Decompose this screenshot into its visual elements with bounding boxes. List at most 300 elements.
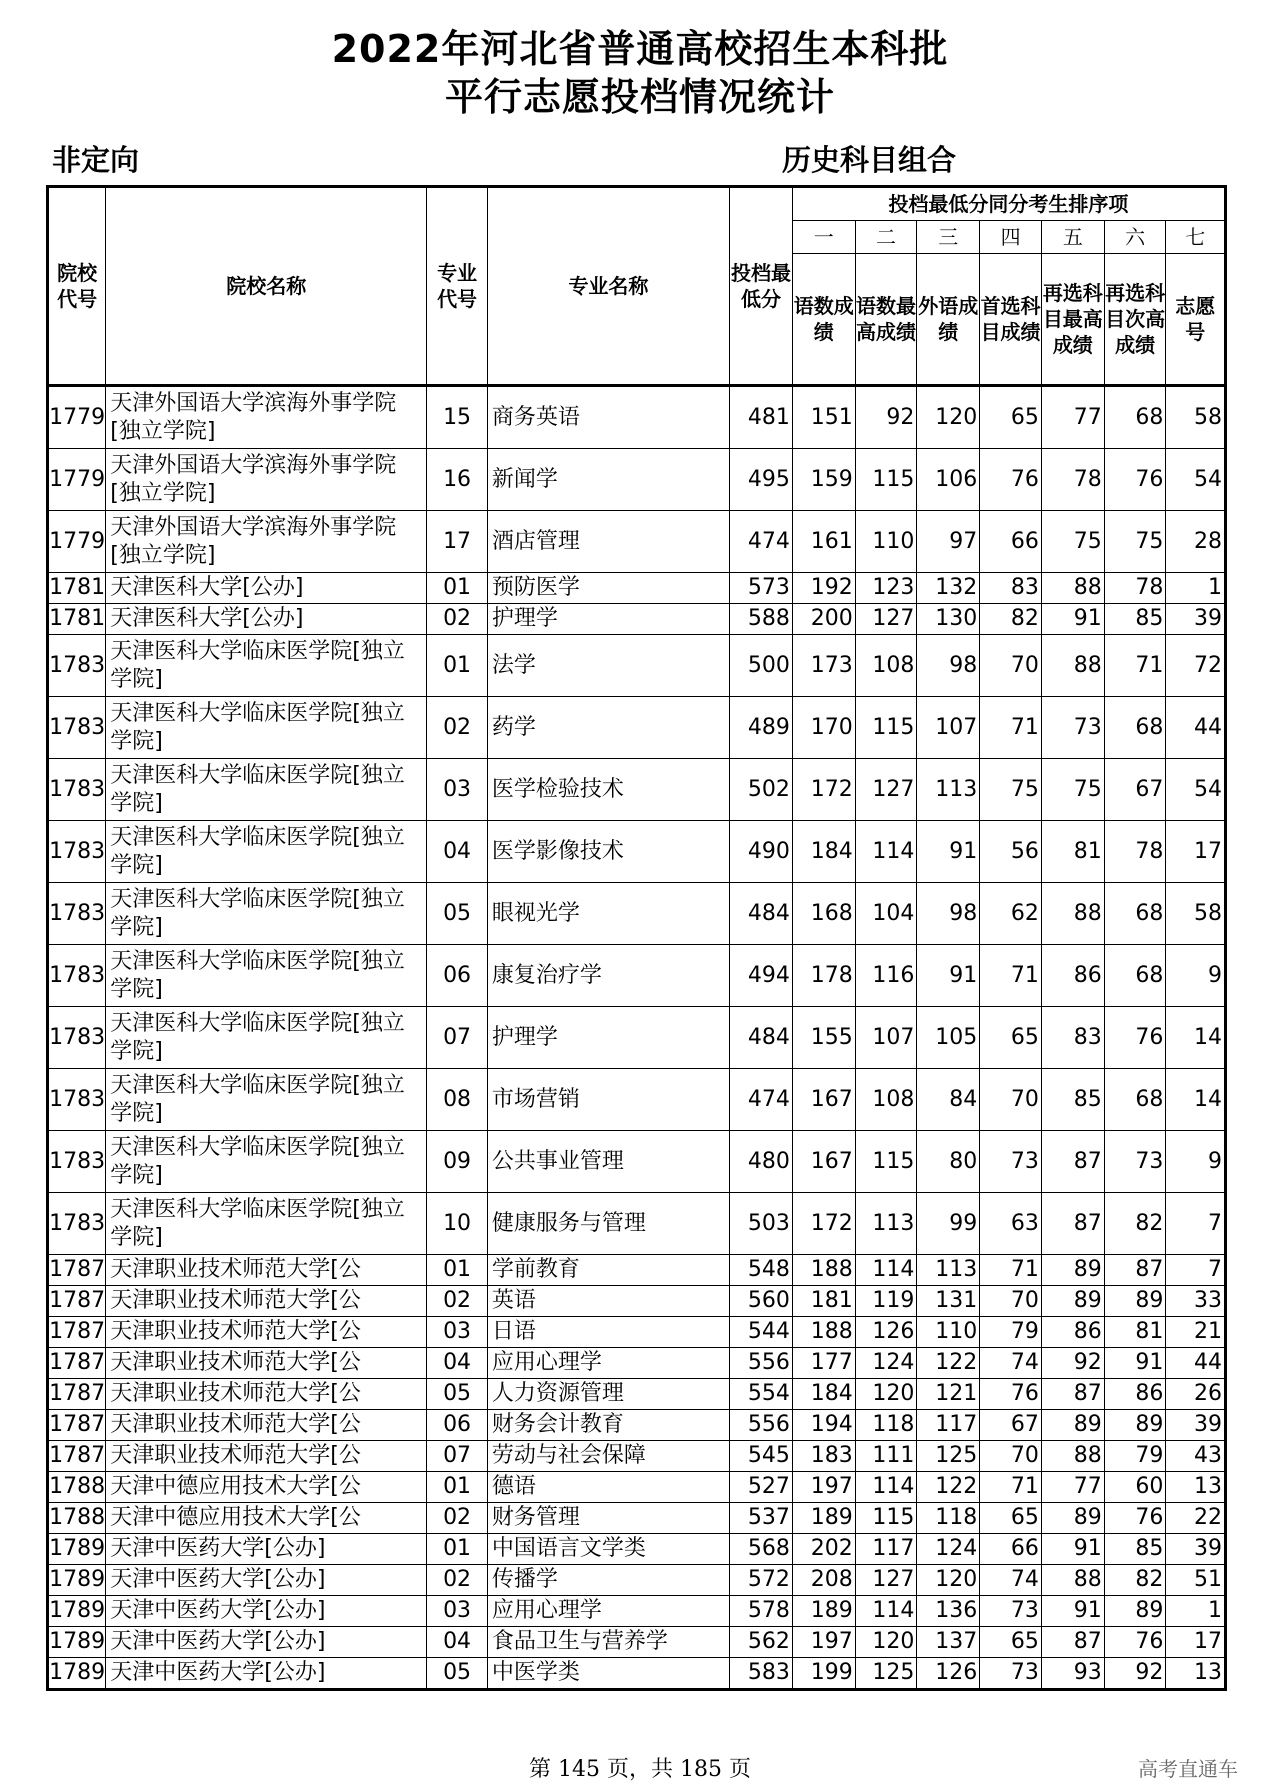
tiebreak-value-cell-7: 1: [1166, 1596, 1226, 1627]
major-name-cell: 商务英语: [487, 386, 729, 449]
tiebreak-value-cell-5: 89: [1041, 1410, 1104, 1441]
tiebreak-value-cell-1: 170: [792, 697, 855, 759]
tiebreak-value-cell-1: 173: [792, 635, 855, 697]
header-item-5: 再选科目最高成绩: [1041, 254, 1104, 386]
tiebreak-value-cell-3: 137: [917, 1627, 980, 1658]
tiebreak-value-cell-3: 126: [917, 1658, 980, 1690]
header-order-2: 二: [855, 221, 917, 254]
tiebreak-value-cell-6: 73: [1104, 1131, 1166, 1193]
tiebreak-value-cell-1: 155: [792, 1007, 855, 1069]
tiebreak-value-cell-1: 199: [792, 1658, 855, 1690]
tiebreak-value-cell-1: 208: [792, 1565, 855, 1596]
tiebreak-value-cell-3: 130: [917, 604, 980, 635]
tiebreak-value-cell-1: 189: [792, 1503, 855, 1534]
tiebreak-value-cell-7: 54: [1166, 759, 1226, 821]
table-row: [48, 449, 1226, 511]
min-score-cell: 500: [730, 635, 793, 697]
min-score-cell: 494: [730, 945, 793, 1007]
header-min-score: 投档最低分: [730, 187, 793, 386]
school-name-cell: 天津外国语大学滨海外事学院[独立学院]: [106, 386, 427, 449]
tiebreak-value-cell-5: 77: [1041, 1472, 1104, 1503]
tiebreak-value-cell-3: 113: [917, 759, 980, 821]
school-name-cell: 天津医科大学临床医学院[独立学院]: [106, 635, 427, 697]
tiebreak-value-cell-5: 89: [1041, 1286, 1104, 1317]
major-name-cell: 应用心理学: [487, 1596, 729, 1627]
major-name-cell: 财务管理: [487, 1503, 729, 1534]
header-item-1: 语数成绩: [792, 254, 855, 386]
tiebreak-value-cell-6: 60: [1104, 1472, 1166, 1503]
tiebreak-value-cell-5: 91: [1041, 1596, 1104, 1627]
school-name-cell: 天津医科大学临床医学院[独立学院]: [106, 883, 427, 945]
tiebreak-value-cell-3: 136: [917, 1596, 980, 1627]
major-name-cell: 应用心理学: [487, 1348, 729, 1379]
header-item-3: 外语成绩: [917, 254, 980, 386]
major-code-cell: 04: [427, 1627, 488, 1658]
tiebreak-value-cell-3: 117: [917, 1410, 980, 1441]
table-row: [48, 1317, 1226, 1348]
tiebreak-value-cell-2: 124: [855, 1348, 917, 1379]
school-name-cell: 天津中医药大学[公办]: [106, 1534, 427, 1565]
school-code-cell: 1783: [48, 1007, 106, 1069]
tiebreak-value-cell-5: 91: [1041, 1534, 1104, 1565]
major-code-cell: 15: [427, 386, 488, 449]
tiebreak-value-cell-5: 81: [1041, 821, 1104, 883]
tiebreak-value-cell-6: 82: [1104, 1565, 1166, 1596]
table-row: [48, 573, 1226, 604]
min-score-cell: 583: [730, 1658, 793, 1690]
tiebreak-value-cell-5: 93: [1041, 1658, 1104, 1690]
major-name-cell: 健康服务与管理: [487, 1193, 729, 1255]
min-score-cell: 572: [730, 1565, 793, 1596]
tiebreak-value-cell-6: 89: [1104, 1596, 1166, 1627]
tiebreak-value-cell-2: 107: [855, 1007, 917, 1069]
tiebreak-value-cell-4: 70: [980, 1069, 1042, 1131]
min-score-cell: 556: [730, 1348, 793, 1379]
tiebreak-value-cell-3: 97: [917, 511, 980, 573]
school-code-cell: 1781: [48, 573, 106, 604]
tiebreak-value-cell-2: 126: [855, 1317, 917, 1348]
major-name-cell: 英语: [487, 1286, 729, 1317]
school-code-cell: 1787: [48, 1379, 106, 1410]
major-code-cell: 02: [427, 1565, 488, 1596]
min-score-cell: 560: [730, 1286, 793, 1317]
tiebreak-value-cell-6: 71: [1104, 635, 1166, 697]
tiebreak-value-cell-4: 73: [980, 1131, 1042, 1193]
tiebreak-value-cell-5: 73: [1041, 697, 1104, 759]
tiebreak-value-cell-5: 77: [1041, 386, 1104, 449]
header-order-4: 四: [980, 221, 1042, 254]
table-row: [48, 1441, 1226, 1472]
school-code-cell: 1789: [48, 1627, 106, 1658]
header-school-name: 院校名称: [106, 187, 427, 386]
table-row: [48, 1286, 1226, 1317]
table-row: [48, 1131, 1226, 1193]
school-name-cell: 天津职业技术师范大学[公: [106, 1379, 427, 1410]
major-code-cell: 03: [427, 1317, 488, 1348]
tiebreak-value-cell-4: 76: [980, 1379, 1042, 1410]
school-name-cell: 天津职业技术师范大学[公: [106, 1317, 427, 1348]
tiebreak-value-cell-5: 87: [1041, 1627, 1104, 1658]
tiebreak-value-cell-3: 84: [917, 1069, 980, 1131]
school-name-cell: 天津中德应用技术大学[公: [106, 1472, 427, 1503]
major-name-cell: 酒店管理: [487, 511, 729, 573]
tiebreak-value-cell-1: 172: [792, 1193, 855, 1255]
tiebreak-value-cell-1: 167: [792, 1069, 855, 1131]
page-footer: 第 145 页，共 185 页: [529, 1757, 751, 1782]
major-name-cell: 护理学: [487, 1007, 729, 1069]
major-name-cell: 公共事业管理: [487, 1131, 729, 1193]
major-name-cell: 眼视光学: [487, 883, 729, 945]
tiebreak-value-cell-5: 87: [1041, 1193, 1104, 1255]
major-name-cell: 新闻学: [487, 449, 729, 511]
school-name-cell: 天津职业技术师范大学[公: [106, 1441, 427, 1472]
tiebreak-value-cell-3: 98: [917, 883, 980, 945]
school-code-cell: 1783: [48, 635, 106, 697]
min-score-cell: 537: [730, 1503, 793, 1534]
tiebreak-value-cell-4: 83: [980, 573, 1042, 604]
tiebreak-value-cell-5: 83: [1041, 1007, 1104, 1069]
tiebreak-value-cell-5: 75: [1041, 511, 1104, 573]
tiebreak-value-cell-4: 70: [980, 1286, 1042, 1317]
tiebreak-value-cell-1: 168: [792, 883, 855, 945]
school-code-cell: 1787: [48, 1317, 106, 1348]
tiebreak-value-cell-2: 110: [855, 511, 917, 573]
min-score-cell: 556: [730, 1410, 793, 1441]
min-score-cell: 527: [730, 1472, 793, 1503]
tiebreak-value-cell-6: 85: [1104, 604, 1166, 635]
school-name-cell: 天津中医药大学[公办]: [106, 1596, 427, 1627]
tiebreak-value-cell-2: 127: [855, 604, 917, 635]
tiebreak-value-cell-6: 86: [1104, 1379, 1166, 1410]
min-score-cell: 562: [730, 1627, 793, 1658]
tiebreak-value-cell-6: 89: [1104, 1286, 1166, 1317]
tiebreak-value-cell-5: 88: [1041, 573, 1104, 604]
tiebreak-value-cell-1: 172: [792, 759, 855, 821]
tiebreak-value-cell-1: 167: [792, 1131, 855, 1193]
school-name-cell: 天津职业技术师范大学[公: [106, 1410, 427, 1441]
tiebreak-value-cell-2: 115: [855, 697, 917, 759]
school-code-cell: 1789: [48, 1565, 106, 1596]
header-order-1: 一: [792, 221, 855, 254]
tiebreak-value-cell-7: 39: [1166, 1534, 1226, 1565]
tiebreak-value-cell-3: 122: [917, 1472, 980, 1503]
tiebreak-value-cell-6: 67: [1104, 759, 1166, 821]
major-code-cell: 06: [427, 945, 488, 1007]
table-row: [48, 386, 1226, 449]
table-row: [48, 1596, 1226, 1627]
tiebreak-value-cell-7: 9: [1166, 1131, 1226, 1193]
school-code-cell: 1789: [48, 1596, 106, 1627]
min-score-cell: 484: [730, 883, 793, 945]
school-name-cell: 天津医科大学临床医学院[独立学院]: [106, 1069, 427, 1131]
tiebreak-value-cell-4: 66: [980, 511, 1042, 573]
min-score-cell: 578: [730, 1596, 793, 1627]
header-item-2: 语数最高成绩: [855, 254, 917, 386]
tiebreak-value-cell-4: 73: [980, 1658, 1042, 1690]
tiebreak-value-cell-1: 192: [792, 573, 855, 604]
min-score-cell: 489: [730, 697, 793, 759]
tiebreak-value-cell-6: 87: [1104, 1255, 1166, 1286]
major-code-cell: 02: [427, 1503, 488, 1534]
table-row: [48, 821, 1226, 883]
major-code-cell: 02: [427, 604, 488, 635]
tiebreak-value-cell-1: 189: [792, 1596, 855, 1627]
tiebreak-value-cell-2: 104: [855, 883, 917, 945]
tiebreak-value-cell-4: 74: [980, 1565, 1042, 1596]
major-code-cell: 07: [427, 1007, 488, 1069]
school-name-cell: 天津外国语大学滨海外事学院[独立学院]: [106, 449, 427, 511]
major-name-cell: 医学检验技术: [487, 759, 729, 821]
tiebreak-value-cell-2: 114: [855, 1596, 917, 1627]
tiebreak-value-cell-2: 113: [855, 1193, 917, 1255]
tiebreak-value-cell-2: 119: [855, 1286, 917, 1317]
tiebreak-value-cell-2: 125: [855, 1658, 917, 1690]
tiebreak-value-cell-7: 14: [1166, 1069, 1226, 1131]
tiebreak-value-cell-4: 65: [980, 1627, 1042, 1658]
tiebreak-value-cell-6: 68: [1104, 386, 1166, 449]
major-code-cell: 02: [427, 697, 488, 759]
school-name-cell: 天津医科大学临床医学院[独立学院]: [106, 1131, 427, 1193]
school-code-cell: 1787: [48, 1410, 106, 1441]
tiebreak-value-cell-4: 74: [980, 1348, 1042, 1379]
tiebreak-value-cell-7: 43: [1166, 1441, 1226, 1472]
major-name-cell: 市场营销: [487, 1069, 729, 1131]
tiebreak-value-cell-2: 127: [855, 1565, 917, 1596]
min-score-cell: 495: [730, 449, 793, 511]
tiebreak-value-cell-1: 184: [792, 821, 855, 883]
tiebreak-value-cell-1: 188: [792, 1255, 855, 1286]
tiebreak-value-cell-7: 72: [1166, 635, 1226, 697]
table-row: [48, 1503, 1226, 1534]
tiebreak-value-cell-1: 202: [792, 1534, 855, 1565]
tiebreak-value-cell-3: 91: [917, 821, 980, 883]
tiebreak-value-cell-7: 44: [1166, 1348, 1226, 1379]
tiebreak-value-cell-4: 71: [980, 1255, 1042, 1286]
table-row: [48, 1348, 1226, 1379]
tiebreak-value-cell-7: 22: [1166, 1503, 1226, 1534]
min-score-cell: 474: [730, 511, 793, 573]
tiebreak-value-cell-4: 79: [980, 1317, 1042, 1348]
school-code-cell: 1787: [48, 1348, 106, 1379]
major-code-cell: 03: [427, 759, 488, 821]
tiebreak-value-cell-3: 91: [917, 945, 980, 1007]
tiebreak-value-cell-5: 89: [1041, 1255, 1104, 1286]
tiebreak-value-cell-2: 108: [855, 635, 917, 697]
min-score-cell: 554: [730, 1379, 793, 1410]
min-score-cell: 480: [730, 1131, 793, 1193]
tiebreak-value-cell-6: 76: [1104, 449, 1166, 511]
major-name-cell: 预防医学: [487, 573, 729, 604]
school-name-cell: 天津医科大学临床医学院[独立学院]: [106, 1007, 427, 1069]
tiebreak-value-cell-4: 71: [980, 1472, 1042, 1503]
tiebreak-value-cell-7: 7: [1166, 1193, 1226, 1255]
major-name-cell: 人力资源管理: [487, 1379, 729, 1410]
tiebreak-value-cell-7: 13: [1166, 1658, 1226, 1690]
min-score-cell: 502: [730, 759, 793, 821]
major-name-cell: 食品卫生与营养学: [487, 1627, 729, 1658]
major-name-cell: 护理学: [487, 604, 729, 635]
table-row: [48, 697, 1226, 759]
table-row: [48, 883, 1226, 945]
major-code-cell: 02: [427, 1286, 488, 1317]
major-name-cell: 康复治疗学: [487, 945, 729, 1007]
tiebreak-value-cell-5: 87: [1041, 1131, 1104, 1193]
tiebreak-value-cell-7: 1: [1166, 573, 1226, 604]
school-code-cell: 1783: [48, 1069, 106, 1131]
tiebreak-value-cell-3: 105: [917, 1007, 980, 1069]
school-name-cell: 天津医科大学临床医学院[独立学院]: [106, 821, 427, 883]
header-order-3: 三: [917, 221, 980, 254]
tiebreak-value-cell-4: 71: [980, 945, 1042, 1007]
min-score-cell: 568: [730, 1534, 793, 1565]
school-name-cell: 天津医科大学临床医学院[独立学院]: [106, 945, 427, 1007]
header-item-6: 再选科目次高成绩: [1104, 254, 1166, 386]
major-code-cell: 04: [427, 821, 488, 883]
min-score-cell: 503: [730, 1193, 793, 1255]
major-code-cell: 04: [427, 1348, 488, 1379]
tiebreak-value-cell-5: 88: [1041, 883, 1104, 945]
major-code-cell: 05: [427, 883, 488, 945]
tiebreak-value-cell-2: 118: [855, 1410, 917, 1441]
school-name-cell: 天津职业技术师范大学[公: [106, 1286, 427, 1317]
major-code-cell: 01: [427, 1534, 488, 1565]
tiebreak-value-cell-4: 71: [980, 697, 1042, 759]
major-code-cell: 08: [427, 1069, 488, 1131]
tiebreak-value-cell-5: 86: [1041, 1317, 1104, 1348]
tiebreak-value-cell-3: 113: [917, 1255, 980, 1286]
tiebreak-value-cell-3: 80: [917, 1131, 980, 1193]
tiebreak-value-cell-5: 89: [1041, 1503, 1104, 1534]
school-code-cell: 1783: [48, 1131, 106, 1193]
major-name-cell: 劳动与社会保障: [487, 1441, 729, 1472]
tiebreak-value-cell-1: 197: [792, 1472, 855, 1503]
major-name-cell: 传播学: [487, 1565, 729, 1596]
table-row: [48, 1069, 1226, 1131]
tiebreak-value-cell-6: 68: [1104, 883, 1166, 945]
tiebreak-value-cell-7: 17: [1166, 1627, 1226, 1658]
tiebreak-value-cell-7: 14: [1166, 1007, 1226, 1069]
tiebreak-value-cell-2: 115: [855, 449, 917, 511]
header-major-name: 专业名称: [487, 187, 729, 386]
tiebreak-value-cell-2: 114: [855, 821, 917, 883]
tiebreak-value-cell-7: 33: [1166, 1286, 1226, 1317]
school-code-cell: 1779: [48, 386, 106, 449]
tiebreak-value-cell-2: 92: [855, 386, 917, 449]
tiebreak-value-cell-1: 161: [792, 511, 855, 573]
school-code-cell: 1779: [48, 449, 106, 511]
school-name-cell: 天津中德应用技术大学[公: [106, 1503, 427, 1534]
tiebreak-value-cell-1: 188: [792, 1317, 855, 1348]
major-name-cell: 法学: [487, 635, 729, 697]
table-row: [48, 1534, 1226, 1565]
table-row: [48, 1410, 1226, 1441]
header-item-4: 首选科目成绩: [980, 254, 1042, 386]
school-code-cell: 1788: [48, 1503, 106, 1534]
tiebreak-value-cell-2: 116: [855, 945, 917, 1007]
header-tiebreak-group: 投档最低分同分考生排序项: [792, 187, 1225, 221]
tiebreak-value-cell-6: 76: [1104, 1627, 1166, 1658]
school-code-cell: 1783: [48, 883, 106, 945]
tiebreak-value-cell-3: 118: [917, 1503, 980, 1534]
tiebreak-value-cell-2: 115: [855, 1503, 917, 1534]
school-code-cell: 1779: [48, 511, 106, 573]
table-row: [48, 1565, 1226, 1596]
major-name-cell: 德语: [487, 1472, 729, 1503]
tiebreak-value-cell-5: 78: [1041, 449, 1104, 511]
watermark: 高考直通车: [1138, 1757, 1238, 1781]
subtitle-subject-group: 历史科目组合: [782, 143, 957, 177]
tiebreak-value-cell-1: 177: [792, 1348, 855, 1379]
tiebreak-value-cell-6: 76: [1104, 1007, 1166, 1069]
school-code-cell: 1783: [48, 697, 106, 759]
tiebreak-value-cell-4: 63: [980, 1193, 1042, 1255]
tiebreak-value-cell-5: 88: [1041, 1441, 1104, 1472]
tiebreak-value-cell-4: 65: [980, 1503, 1042, 1534]
tiebreak-value-cell-2: 111: [855, 1441, 917, 1472]
subtitle-category: 非定向: [52, 143, 140, 177]
school-name-cell: 天津外国语大学滨海外事学院[独立学院]: [106, 511, 427, 573]
tiebreak-value-cell-5: 92: [1041, 1348, 1104, 1379]
tiebreak-value-cell-1: 159: [792, 449, 855, 511]
table-row: [48, 1658, 1226, 1690]
header-school-code: 院校代号: [48, 187, 106, 386]
tiebreak-value-cell-3: 99: [917, 1193, 980, 1255]
tiebreak-value-cell-7: 26: [1166, 1379, 1226, 1410]
tiebreak-value-cell-7: 7: [1166, 1255, 1226, 1286]
tiebreak-value-cell-7: 54: [1166, 449, 1226, 511]
table-row: [48, 511, 1226, 573]
major-code-cell: 03: [427, 1596, 488, 1627]
major-name-cell: 中医学类: [487, 1658, 729, 1690]
major-name-cell: 药学: [487, 697, 729, 759]
tiebreak-value-cell-5: 86: [1041, 945, 1104, 1007]
tiebreak-value-cell-6: 78: [1104, 573, 1166, 604]
min-score-cell: 545: [730, 1441, 793, 1472]
tiebreak-value-cell-5: 75: [1041, 759, 1104, 821]
tiebreak-value-cell-7: 9: [1166, 945, 1226, 1007]
tiebreak-value-cell-6: 85: [1104, 1534, 1166, 1565]
min-score-cell: 548: [730, 1255, 793, 1286]
tiebreak-value-cell-4: 67: [980, 1410, 1042, 1441]
tiebreak-value-cell-2: 114: [855, 1255, 917, 1286]
tiebreak-value-cell-4: 70: [980, 635, 1042, 697]
major-name-cell: 医学影像技术: [487, 821, 729, 883]
major-code-cell: 01: [427, 1255, 488, 1286]
tiebreak-value-cell-7: 13: [1166, 1472, 1226, 1503]
tiebreak-value-cell-3: 125: [917, 1441, 980, 1472]
tiebreak-value-cell-3: 98: [917, 635, 980, 697]
tiebreak-value-cell-4: 73: [980, 1596, 1042, 1627]
major-name-cell: 财务会计教育: [487, 1410, 729, 1441]
table-row: [48, 1379, 1226, 1410]
tiebreak-value-cell-6: 82: [1104, 1193, 1166, 1255]
major-code-cell: 09: [427, 1131, 488, 1193]
major-code-cell: 05: [427, 1379, 488, 1410]
tiebreak-value-cell-6: 81: [1104, 1317, 1166, 1348]
school-code-cell: 1783: [48, 759, 106, 821]
table-row: [48, 1007, 1226, 1069]
school-name-cell: 天津中医药大学[公办]: [106, 1627, 427, 1658]
tiebreak-value-cell-7: 28: [1166, 511, 1226, 573]
tiebreak-value-cell-4: 66: [980, 1534, 1042, 1565]
min-score-cell: 474: [730, 1069, 793, 1131]
table-row: [48, 635, 1226, 697]
school-code-cell: 1781: [48, 604, 106, 635]
school-name-cell: 天津职业技术师范大学[公: [106, 1348, 427, 1379]
tiebreak-value-cell-6: 89: [1104, 1410, 1166, 1441]
school-code-cell: 1787: [48, 1286, 106, 1317]
major-code-cell: 06: [427, 1410, 488, 1441]
